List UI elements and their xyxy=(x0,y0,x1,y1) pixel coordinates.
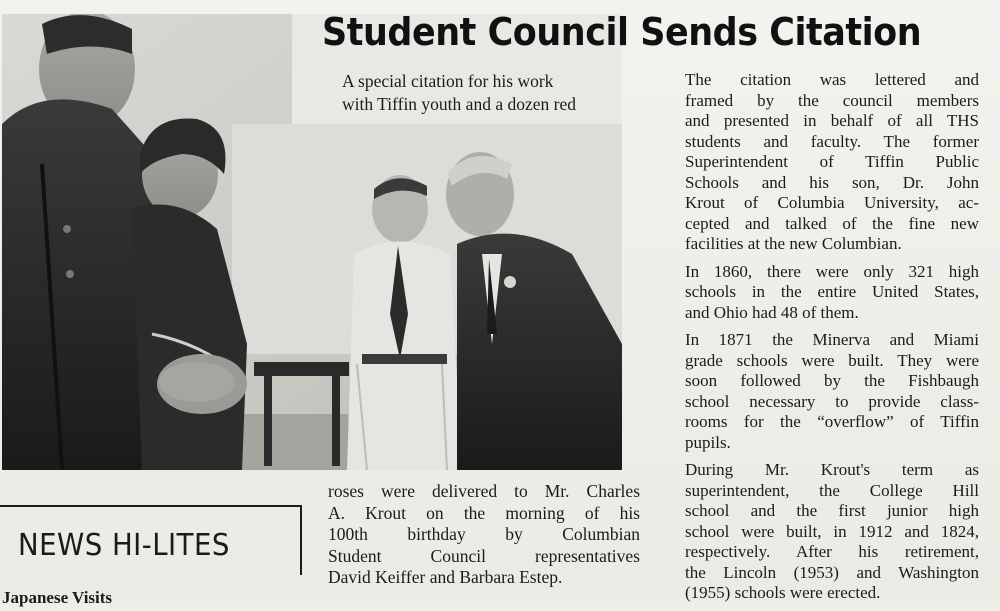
body-line: A. Krout on the morning of his xyxy=(328,502,640,523)
body-line: During Mr. Krout's term as xyxy=(685,460,979,479)
paragraph xyxy=(663,330,979,453)
body-line: David Keiffer and Barbara Estep. xyxy=(328,567,563,587)
body-line: school were built, in 1912 and 1824, xyxy=(685,521,979,541)
continuation-paragraph xyxy=(328,481,640,589)
body-line: respectively. After his retirement, xyxy=(685,542,979,561)
body-line: In 1860, there were only 321 high xyxy=(685,261,979,281)
paragraph xyxy=(663,262,979,324)
body-line: In 1871 the Minerva and Miami xyxy=(685,330,979,349)
body-line: pupils. xyxy=(685,432,731,452)
body-line: 100th birthday by Columbian xyxy=(328,524,640,544)
lead-line: A special citation for his work xyxy=(342,71,554,91)
body-line: school necessary to provide class- xyxy=(685,391,979,411)
body-line: and Ohio had 48 of them. xyxy=(685,302,859,322)
body-line: Schools and his son, Dr. John xyxy=(685,172,979,192)
body-line: Superintendent of Tiffin Public xyxy=(685,152,979,171)
news-hilites-title: NEWS HI-LITES xyxy=(18,528,230,563)
body-line: rooms for the “overflow” of Tiffin xyxy=(685,412,979,431)
lead-line: with Tiffin youth and a dozen red xyxy=(342,94,576,114)
body-line: the Lincoln (1953) and Washington xyxy=(685,562,979,582)
paragraph xyxy=(663,70,979,255)
body-line: soon followed by the Fishbaugh xyxy=(685,371,979,390)
body-line: facilities at the new Columbian. xyxy=(685,234,902,253)
lead-paragraph xyxy=(322,70,644,116)
body-line: cepted and talked of the fine new xyxy=(685,213,979,233)
body-line: (1955) schools were erected. xyxy=(685,583,881,602)
body-line: and presented in behalf of all THS xyxy=(685,111,979,130)
next-article-heading: Japanese Visits xyxy=(2,588,113,607)
headline: Student Council Sends Citation xyxy=(322,10,922,54)
body-line: The citation was lettered and xyxy=(685,70,979,89)
body-line: framed by the council members xyxy=(685,90,979,110)
body-line: roses were delivered to Mr. Charles xyxy=(328,481,640,501)
body-line: grade schools were built. They were xyxy=(685,350,979,370)
right-column xyxy=(663,70,979,611)
body-line: Krout of Columbia University, ac- xyxy=(685,193,979,212)
body-line: superintendent, the College Hill xyxy=(685,480,979,500)
body-line: school and the first junior high xyxy=(685,501,979,520)
body-line: students and faculty. The former xyxy=(685,131,979,151)
body-line: Student Council representatives xyxy=(328,545,640,566)
paragraph xyxy=(663,460,979,604)
body-line: schools in the entire United States, xyxy=(685,282,979,301)
